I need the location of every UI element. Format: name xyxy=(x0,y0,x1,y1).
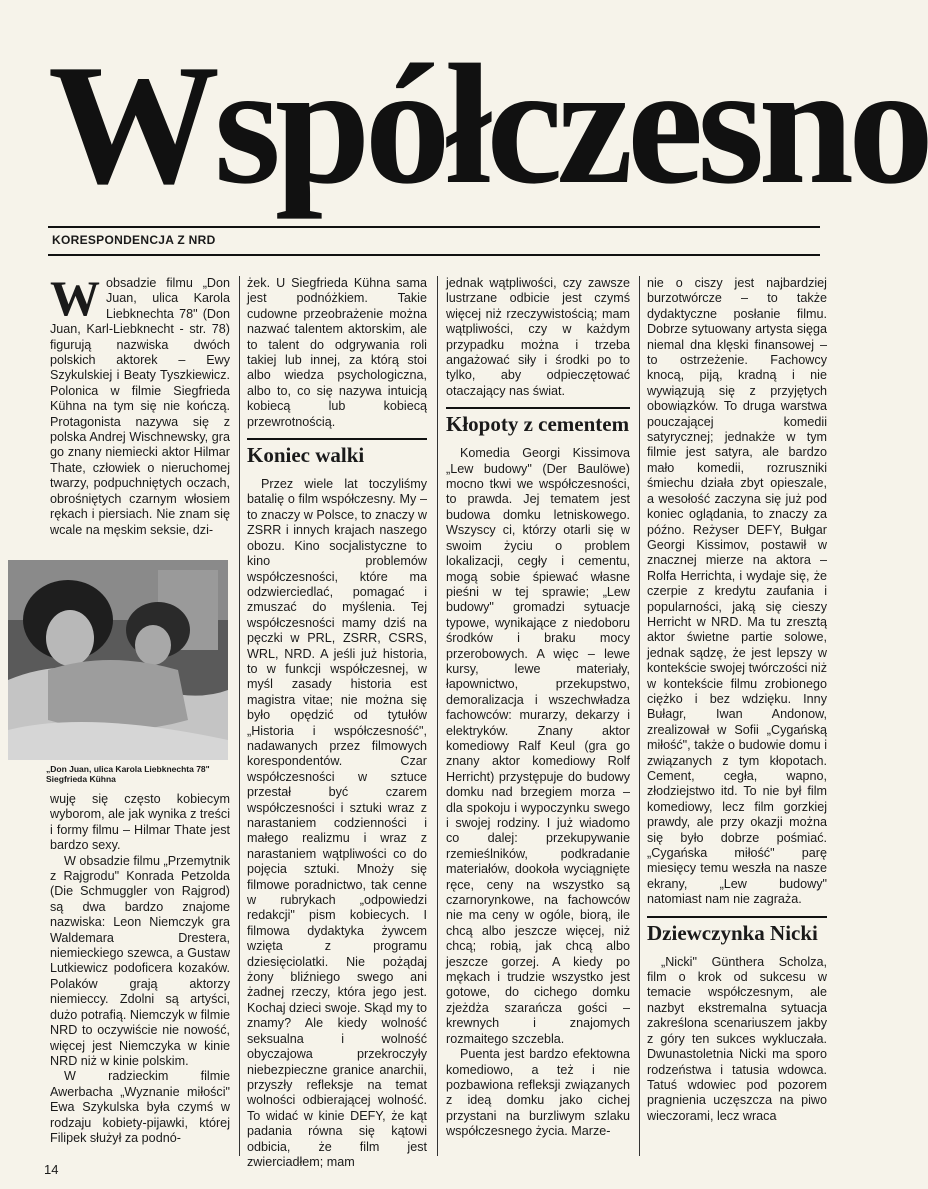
page-number: 14 xyxy=(44,1162,59,1177)
section-rule-bottom xyxy=(48,254,820,256)
article-column-3 xyxy=(446,276,630,1156)
film-still-image xyxy=(8,560,228,760)
subheading-klopoty-z-cementem: Kłopoty z cementem xyxy=(446,412,630,437)
subheading-koniec-walki: Koniec walki xyxy=(247,443,365,468)
article-column-1-continued xyxy=(50,792,230,1152)
article-column-1 xyxy=(50,270,230,554)
section-label: KORESPONDENCJA Z NRD xyxy=(52,233,216,247)
article-column-4 xyxy=(647,276,827,1156)
subheading-block xyxy=(647,916,827,945)
column-divider xyxy=(437,276,438,1156)
subheading-block xyxy=(446,407,630,436)
subheading-rule xyxy=(446,407,630,409)
paragraph-text: obsadzie filmu „Don Juan, ulica Karola Liebknechta 78" (Don Juan, Karl-Liebknecht - str. 78) figurują nazwiska dwóch polskich aktorek – Ewy Szykulskiej i Beaty Tyszkiewicz. Polonica w filmie Siegfrieda Kühna na tym się nie kończą. Protagonista nazywa się z polska Andrej Wischnewsky, gra go znany niemiecki aktor Hilmar Thate, człowiek o nieruchomej twarzy, podpuchniętych oczach, obrośniętych czarnym włosiem rękach i piersiach. Nie znam się wcale na męskim seksie, dzi- xyxy=(50,276,230,537)
article-paragraph: Przez wiele lat toczyliśmy batalię o film współczesny. My – to znaczy w Polsce, to znaczy w ZSRR i innych krajach naszego obozu. Kino socjalistyczne to kino problemów współczesności, które ma odzwierciedlać, pomagać i zmuszać do myślenia. Tej współczesności mamy dziś na pęczki w PRL, ZSRR, CSRS, WRL, NRD. A jeśli już historia, to w funkcji współczesnej, w myśl zasady historia est magistra vitae; nie można się było opędzić od tytułów „Historia i współczesność", nadawanych przez filmowych korespondentów. Czar współczesności w sztuce przestał być czarem współczesności i sztuki wraz z narastaniem codzienności i małego realizmu i wraz z narastaniem wątpliwości co do pojęcia sztuki. Mnoży się filmowe poradnictwo, tak cenne w rubrykach „odpowiedzi redakcji" pism kobiecych. I filmowa dydaktyka żywcem wzięta z programu dziesięciolatki. Nie pożądaj żony bliźniego swego ani żadnej rzeczy, która jego jest. Kochaj dzieci swoje. Skąd my to znamy? Ale kiedy wolność seksualna i wolność obyczajowa przekroczyły niebezpieczne granice anarchii, przyszły refleksje na temat wolności odbierającej wolność. To widać w kinie DEFY, że kąt padania równa się kątowi odbicia, że film jest zwierciadłem; mam xyxy=(247,477,427,1169)
article-paragraph: W obsadzie filmu „Przemytnik z Rajgrodu" Konrada Petzolda (Die Schmuggler von Rajgrod) są dwa bardzo znajome nazwiska: Leon Niemczyk gra Waldemara Drestera, niemieckiego szewca, a Gustaw Lutkiewicz podoficera kozaków. Polaków grają aktorzy niemieccy. Zdolni są artyści, dużo potrafią. Niemczyk w filmie NRD to oczywiście nie nowość, więcej jest Niemczyka w kinie NRD niż w kinie polskim. xyxy=(50,853,230,1068)
subheading-rule xyxy=(247,438,427,440)
masthead-title: Współczesno xyxy=(48,30,928,220)
article-paragraph: żek. U Siegfrieda Kühna sama jest podnóżkiem. Takie cudowne przeobrażenie można nazwać talentem aktorskim, ale to talent do odgrywania roli takiej lub innej, za którą stoi albo wiedza psychologiczna, albo to, co się nazywa intuicją kobiecą lub kobiecą przewrotnością. xyxy=(247,276,427,429)
article-paragraph: W radzieckim filmie Awerbacha „Wyznanie miłości" Ewa Szykulska była czymś w rodzaju kobiety-pijawki, której Filipek służył za podnó- xyxy=(50,1069,230,1145)
subheading-rule xyxy=(647,916,827,918)
column-divider xyxy=(239,276,240,1156)
article-paragraph: Puenta jest bardzo efektowna komediowo, a też i nie pozbawiona refleksji związanych z ideą domku jako cichej przystani na burzliwym szlaku współczesnego życia. Marze- xyxy=(446,1047,630,1139)
article-paragraph xyxy=(50,270,230,538)
article-column-2 xyxy=(247,276,427,1169)
article-paragraph: nie o ciszy jest najbardziej burzotwórcze – to także dydaktyczne posłanie filmu. Dobrze sytuowany artysta sięga niemal dna klęski finansowej – to ostrzeżenie. Fachowcy knocą, piją, kradną i nie wywiązują się z przyjętych obowiązków. To druga warstwa pouczającej komedii satyrycznej; jednakże w tym filmie jest satyra, ale bardzo mało komedii, rozruszniki śmiechu działa zbyt opieszale, a wesołość zaczyna się już pod koniec oglądania, to znaczy za późno. Reżyser DEFY, Bułgar Georgi Kissimov, postawił w znacznej mierze na aktora – Rolfa Herrichta, i wydaje się, że czerpie z kredytu zaufania i popularności, jaką się cieszy Herricht w NRD. Ma tu zresztą aktor świetne partie solowe, jednak sądzę, że jest lepszy w kontekście swojej twórczości niż w kontekście filmu zrobionego ciężko i bez wdzięku. Inny Bułagr, Iwan Andonow, zrealizował w Sofii „Cygańską miłość", także o budowie domu i związanych z tym kłopotach. Cement, cegła, wapno, złodziejstwo itd. To nie był film komediowy, lecz film gorzkiej prawdy, ale przy okazji można się było dobrze pośmiać. „Cygańska miłość" parę miesięcy temu weszła na nasze ekrany, „Lew budowy" natomiast nam nie zagraża. xyxy=(647,276,827,907)
article-paragraph: jednak wątpliwości, czy zawsze lustrzane odbicie jest czymś więcej niż rzeczywistością; mam wątpliwości, czy w każdym przypadku można i trzeba angażować siły i środki po to tylko, aby odpieczętować otaczający nas świat. xyxy=(446,276,630,398)
subheading-block xyxy=(247,438,427,467)
column-divider xyxy=(639,276,640,1156)
photo-caption: „Don Juan, ulica Karola Liebknechta 78" Siegfrieda Kühna xyxy=(46,764,210,784)
subheading-dziewczynka-nicki: Dziewczynka Nicki xyxy=(647,920,818,945)
film-still-photo xyxy=(8,560,228,760)
article-paragraph: wuję się często kobiecym wyborom, ale jak wynika z treści i formy filmu – Hilmar Thate jest bardzo sexy. xyxy=(50,792,230,853)
article-paragraph: Komedia Georgi Kissimova „Lew budowy" (Der Baulöwe) mocno tkwi we współczesności, to prawda. Jej tematem jest budowa domku letniskowego. Wszyscy ci, którzy otarli się w swoim życiu o problem lokalizacji, cegły i cementu, mogą sobie śpiewać własne pieśni w tej sprawie; „Lew budowy" gromadzi sytuacje typowe, wynikające z niedoboru środków i braku mocy przerobowych. A więc – lewe kursy, lewe materiały, łapownictwo, przekupstwo, demoralizacja i wszechwładza fachowców: murarzy, dekarzy i elektryków. Znany aktor komediowy Ralf Keul (gra go znany aktor komediowy Rolf Herricht) przystępuje do budowy domku nad brzegiem morza – dla spokoju i wypoczynku swego i swojej rodziny. I już wiadomo co dalej: przekupywanie rzemieślników, podkradanie materiałów, dookoła wyciągnięte ręce, ceny na wszystko są czarnorynkowe, na fachowców nie ma ceny w ogóle, biorą, ile chcą albo jeszcze więcej, niż chcą; robią, jak chcą albo jeszcze gorzej. A kiedy po mękach i trudzie wszystko jest gotowe, do cichego domku zjeżdża szarańcza gości – krewnych i znajomych rozmaitego szczebla. xyxy=(446,446,630,1046)
section-rule-top xyxy=(48,226,820,228)
article-paragraph: „Nicki" Günthera Scholza, film o krok od sukcesu w temacie współczesnym, ale nazbyt ekstremalna sytuacja zakreślona scenariuszem jakby z góry ten sukces wykluczała. Dwunastoletnia Nicki ma sporo rodzeństwa i tatusia wdowca. Tatuś wdowiec pod pozorem pragnienia uczęszcza na piwo wieczorami, lecz wraca xyxy=(647,954,827,1123)
drop-cap: W xyxy=(50,270,100,326)
